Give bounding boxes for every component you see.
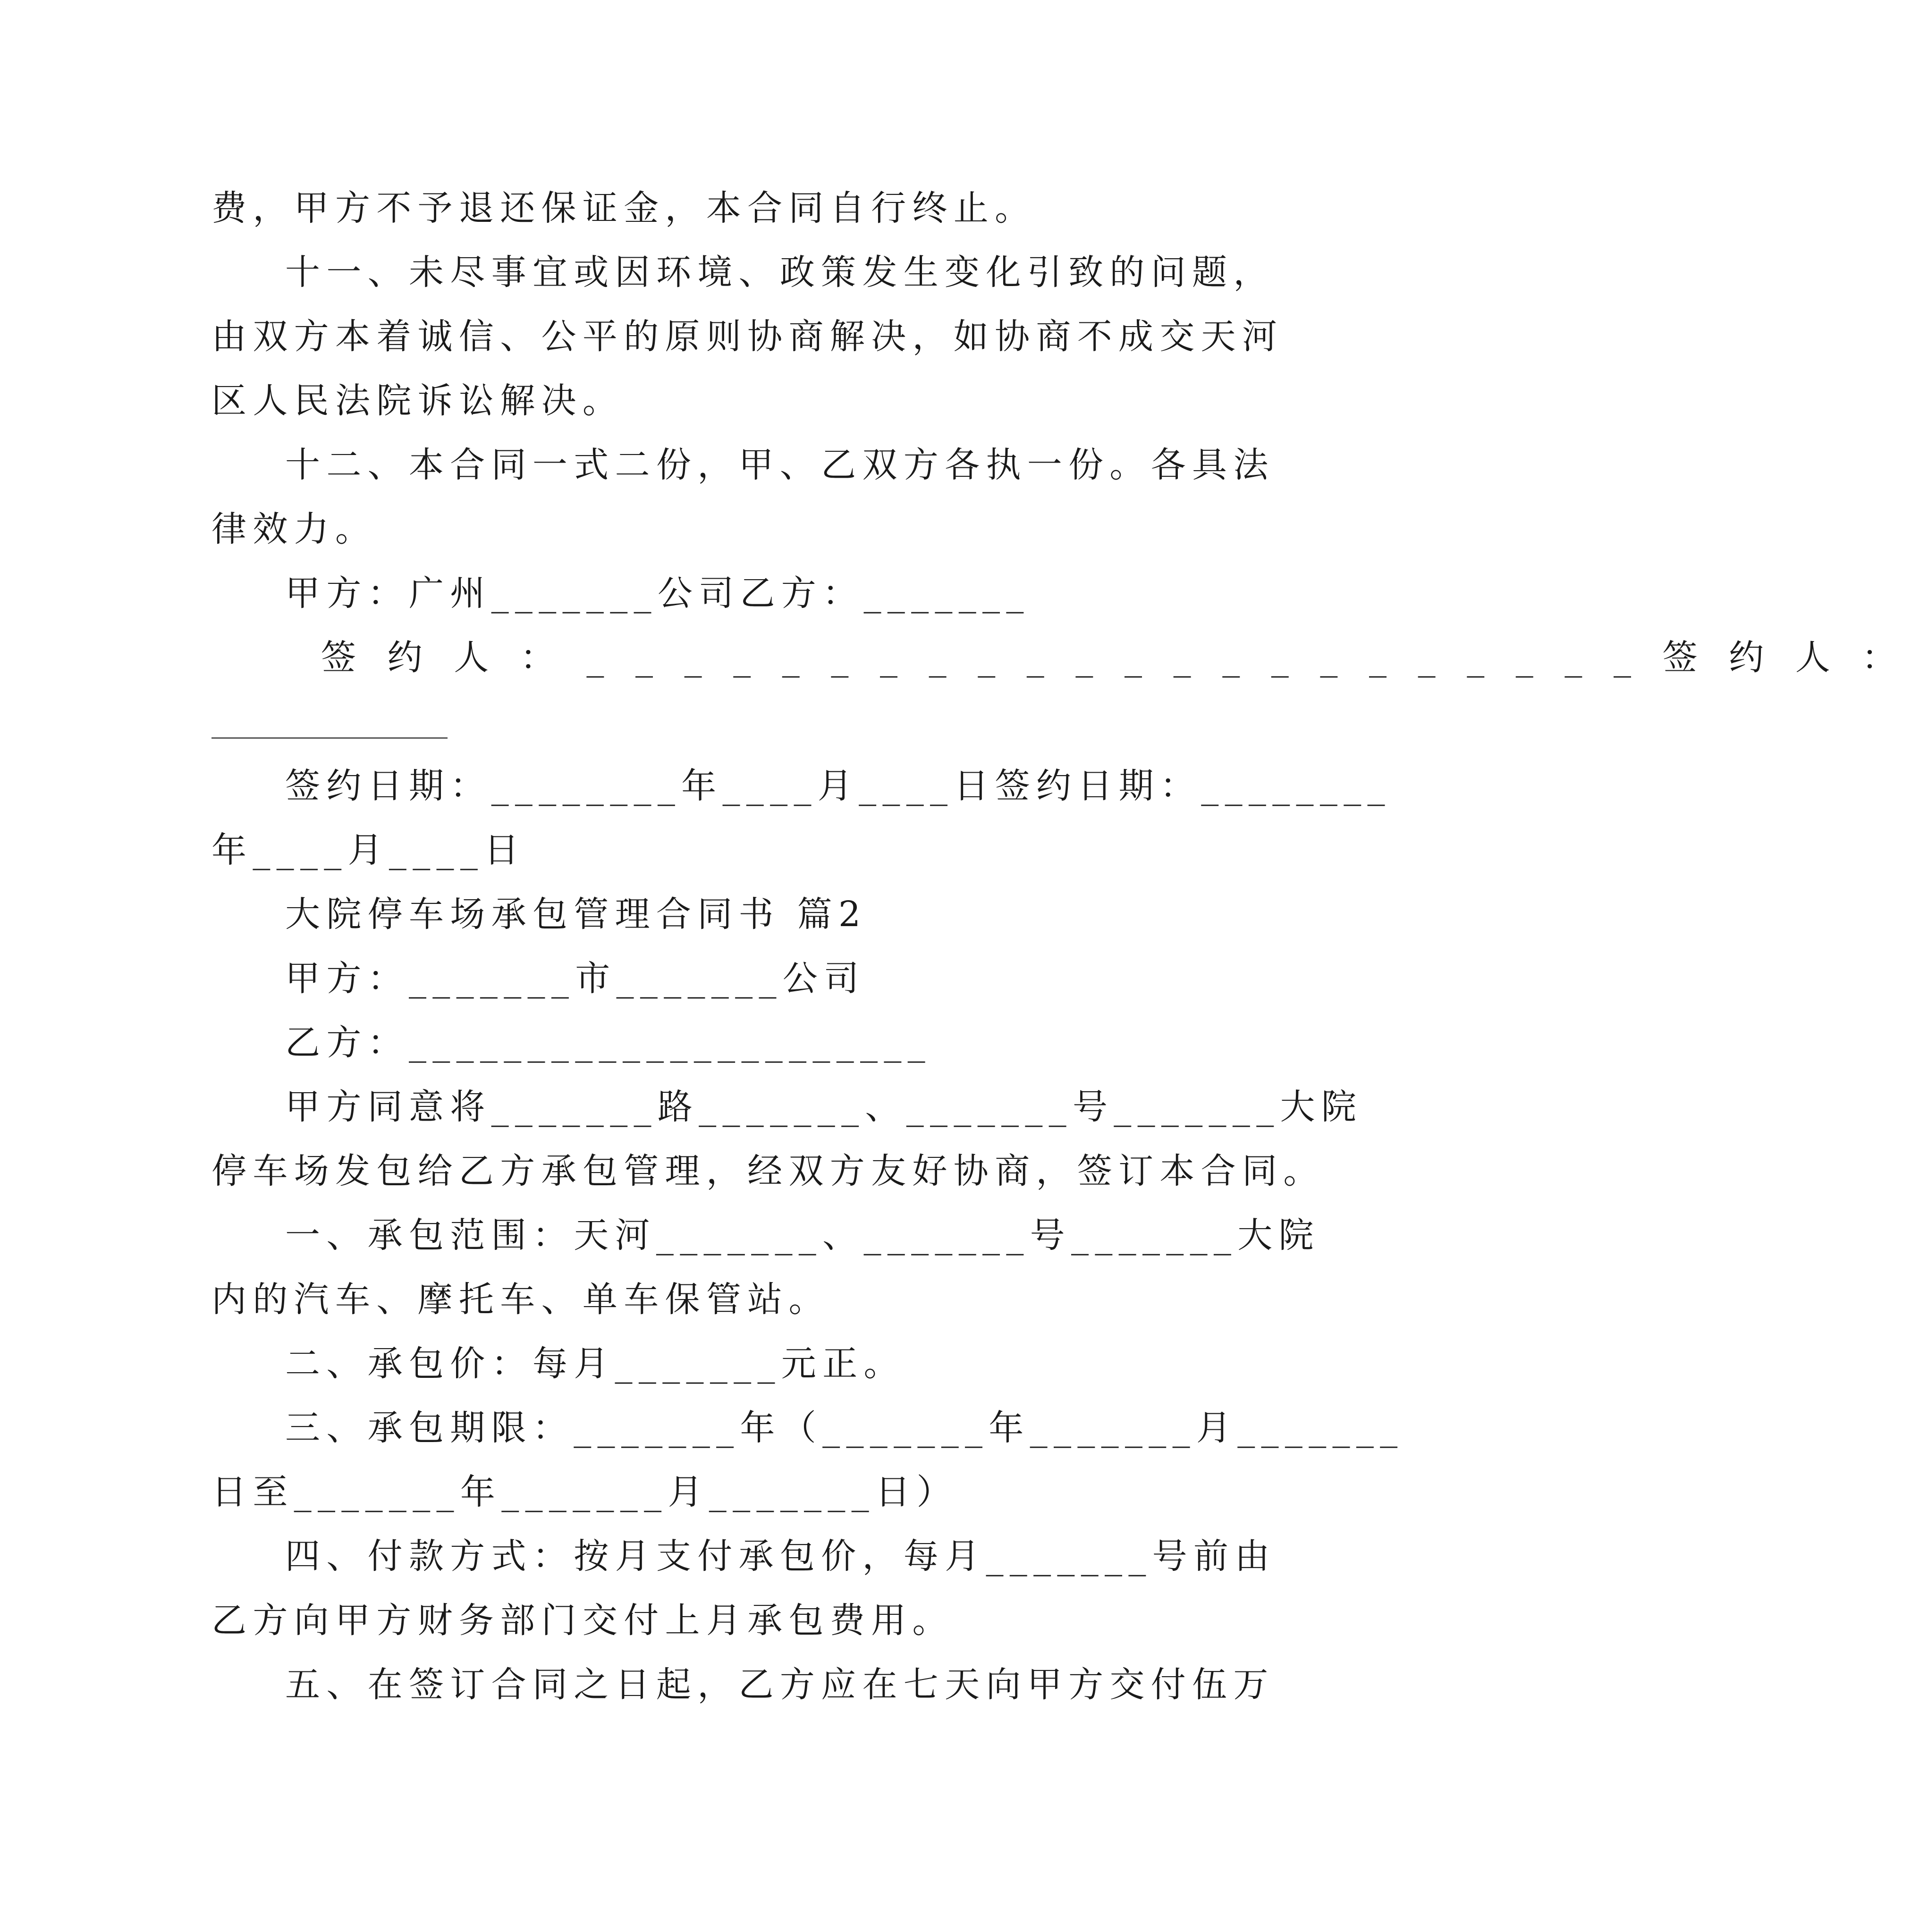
text-line-16: 一、承包范围：天河_______、_______号_______大院 — [285, 1215, 1320, 1256]
text-line-15: 停车场发包给乙方承包管理，经双方友好协商，签订本合同。 — [211, 1151, 1325, 1191]
party-b-line: 乙方：______________________ — [285, 1022, 931, 1063]
text-line-4: 区人民法院诉讼解决。 — [211, 380, 624, 421]
signature-party-line: 甲方：广州_______公司乙方：_______ — [285, 573, 1030, 614]
text-line-22: 乙方向甲方财务部门交付上月承包费用。 — [211, 1600, 954, 1641]
text-line-6: 律效力。 — [211, 509, 377, 549]
sign-date-line: 签约日期：________年____月____日签约日期：________ — [285, 766, 1391, 806]
signer-blank-line — [211, 737, 448, 739]
party-a-line: 甲方：_______市_______公司 — [285, 958, 865, 999]
text-line-1: 费，甲方不予退还保证金，本合同自行终止。 — [211, 188, 1036, 228]
signer-line: 签约人：______________________签约人： — [321, 637, 1928, 678]
text-line-14: 甲方同意将_______路_______、_______号_______大院 — [285, 1087, 1363, 1127]
text-line-17: 内的汽车、摩托车、单车保管站。 — [211, 1279, 830, 1320]
text-line-3: 由双方本着诚信、公平的原则协商解决，如协商不成交天河 — [211, 316, 1284, 357]
text-line-18: 二、承包价：每月_______元正。 — [285, 1343, 905, 1384]
text-line-2: 十一、未尽事宜或因环境、政策发生变化引致的问题， — [285, 252, 1275, 293]
text-line-23: 五、在签订合同之日起，乙方应在七天向甲方交付伍万 — [285, 1664, 1275, 1705]
section-heading: 大院停车场承包管理合同书 篇2 — [285, 894, 867, 935]
text-line-21: 四、付款方式：按月支付承包价，每月_______号前由 — [285, 1536, 1276, 1577]
text-line-20: 日至_______年_______月_______日） — [211, 1472, 958, 1512]
sign-date-line-cont: 年____月____日 — [211, 830, 525, 870]
text-line-5: 十二、本合同一式二份，甲、乙双方各执一份。各具法 — [285, 445, 1275, 485]
text-line-19: 三、承包期限：_______年（_______年_______月_______ — [285, 1408, 1404, 1448]
